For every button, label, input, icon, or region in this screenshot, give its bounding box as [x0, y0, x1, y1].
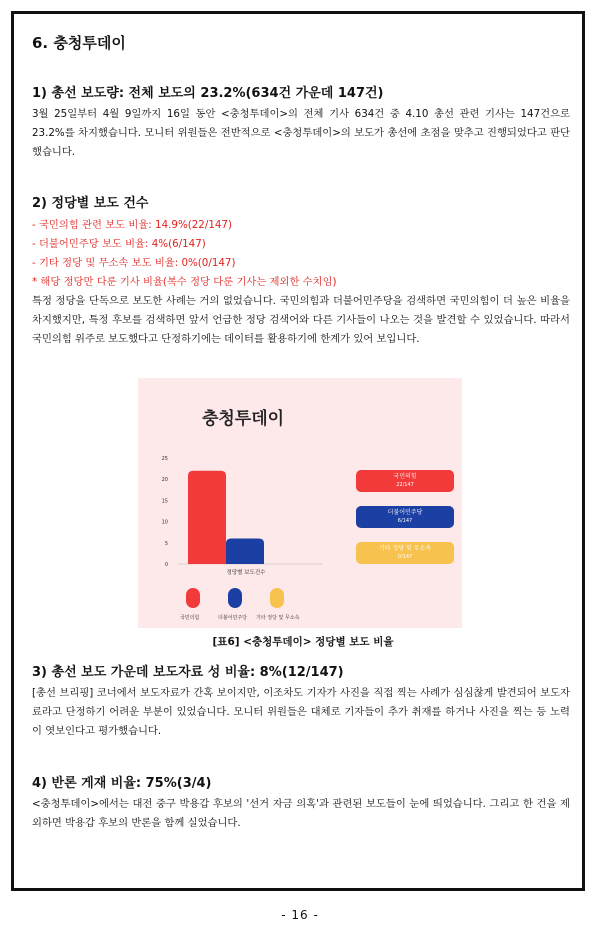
- y-tick-label: 20: [161, 477, 168, 484]
- party-ratio-list: [32, 216, 337, 292]
- legend-box-ppp: [356, 470, 454, 492]
- page-number: - 16 -: [281, 908, 319, 922]
- paragraph-party-coverage: 특정 정당을 단독으로 보도한 사례는 거의 없었습니다. 국민의힘과 더불어민주당을 검색하면 국민의힘이 더 높은 비율을 차지했지만, 특정 후보를 검색하면 앞서 언급한 정당 검색어와 다른 기사들이 나오는 것을 발견할 수 있었습니다. 따라서 국민의힘 위주로 보도했다고 단정하기에는 데이터를 활용하기에 한계가 있어 보입니다.: [32, 295, 570, 345]
- legend-box-others: [356, 542, 454, 564]
- x-axis-label: 정당별 보도건수: [226, 570, 266, 576]
- heading-rebuttal: 4) 반론 게재 비율: 75%(3/4): [32, 776, 212, 791]
- dot-label: 기타 정당 및 무소속: [256, 615, 300, 621]
- heading-party-coverage: 2) 정당별 보도 건수: [32, 196, 149, 211]
- legend-label: 더불어민주당: [387, 509, 423, 516]
- bar-0: [188, 471, 226, 564]
- y-tick-label: 15: [161, 498, 168, 505]
- y-tick-label: 0: [164, 562, 168, 568]
- list-item: - 국민의힘 관련 보도 비율: 14.9%(22/147): [32, 219, 232, 231]
- heading-coverage-volume: 1) 총선 보도량: 전체 보도의 23.2%(634건 가운데 147건): [32, 86, 384, 101]
- paragraph-press-release: [총선 브리핑] 코너에서 보도자료가 간혹 보이지만, 이조차도 기자가 사진을 직접 찍는 사례가 심심찮게 발견되어 보도자료라고 단정하기 어려운 부분이 있었습니다. 모니터 위원들은 대체로 기자들이 추가 취재를 하거나 사진을 찍는 등 노력이 엿보인다고 평가했습니다.: [32, 687, 570, 737]
- list-item: * 해당 정당만 다룬 기사 비율(복수 정당 다룬 기사는 제외한 수치임): [32, 276, 337, 288]
- legend-dot-ppp: [186, 588, 200, 608]
- legend-box-democratic: [356, 506, 454, 528]
- heading-press-release: 3) 총선 보도 가운데 보도자료 성 비율: 8%(12/147): [32, 665, 344, 680]
- bar-chart-plot: [138, 378, 348, 578]
- legend-dot-others: [270, 588, 284, 608]
- legend-value: 22/147: [396, 482, 414, 488]
- paragraph-rebuttal: <충청투데이>에서는 대전 중구 박용갑 후보의 '선거 자금 의혹'과 관련된 보도들이 눈에 띄었습니다. 그리고 한 건을 제외하면 박용갑 후보의 반론을 함께 실었습니다.: [32, 798, 570, 829]
- figure-caption: [표6] <충청투데이> 정당별 보도 비율: [212, 636, 394, 648]
- y-tick-label: 25: [161, 456, 168, 462]
- chart-title: 충청투데이: [201, 409, 285, 429]
- dot-label: 더불어민주당: [218, 615, 247, 621]
- list-item: - 더불어민주당 보도 비율: 4%(6/147): [32, 238, 206, 250]
- legend-value: 0/147: [397, 554, 413, 560]
- paragraph-coverage-volume: 3월 25일부터 4월 9일까지 16일 동안 <충청투데이>의 전체 기사 634건 중 4.10 총선 관련 기사는 147건으로 23.2%를 차지했습니다. 모니터 위원들은 전반적으로 <충청투데이>의 보도가 총선에 초점을 맞추고 진행되었다고 판단했습니다.: [32, 108, 570, 158]
- party-coverage-chart: [138, 378, 462, 628]
- legend-dot-democratic: [228, 588, 242, 608]
- y-tick-label: 10: [161, 519, 168, 526]
- legend-label: 기타 정당 및 무소속: [378, 545, 432, 552]
- bar-1: [226, 539, 264, 564]
- legend-value: 6/147: [397, 518, 413, 524]
- dot-label: 국민의힘: [180, 615, 200, 621]
- y-tick-label: 5: [164, 540, 168, 547]
- list-item: - 기타 정당 및 무소속 보도 비율: 0%(0/147): [32, 257, 236, 269]
- legend-label: 국민의힘: [393, 473, 417, 480]
- section-title: 6. 충청투데이: [32, 34, 126, 52]
- page-frame: [11, 11, 585, 891]
